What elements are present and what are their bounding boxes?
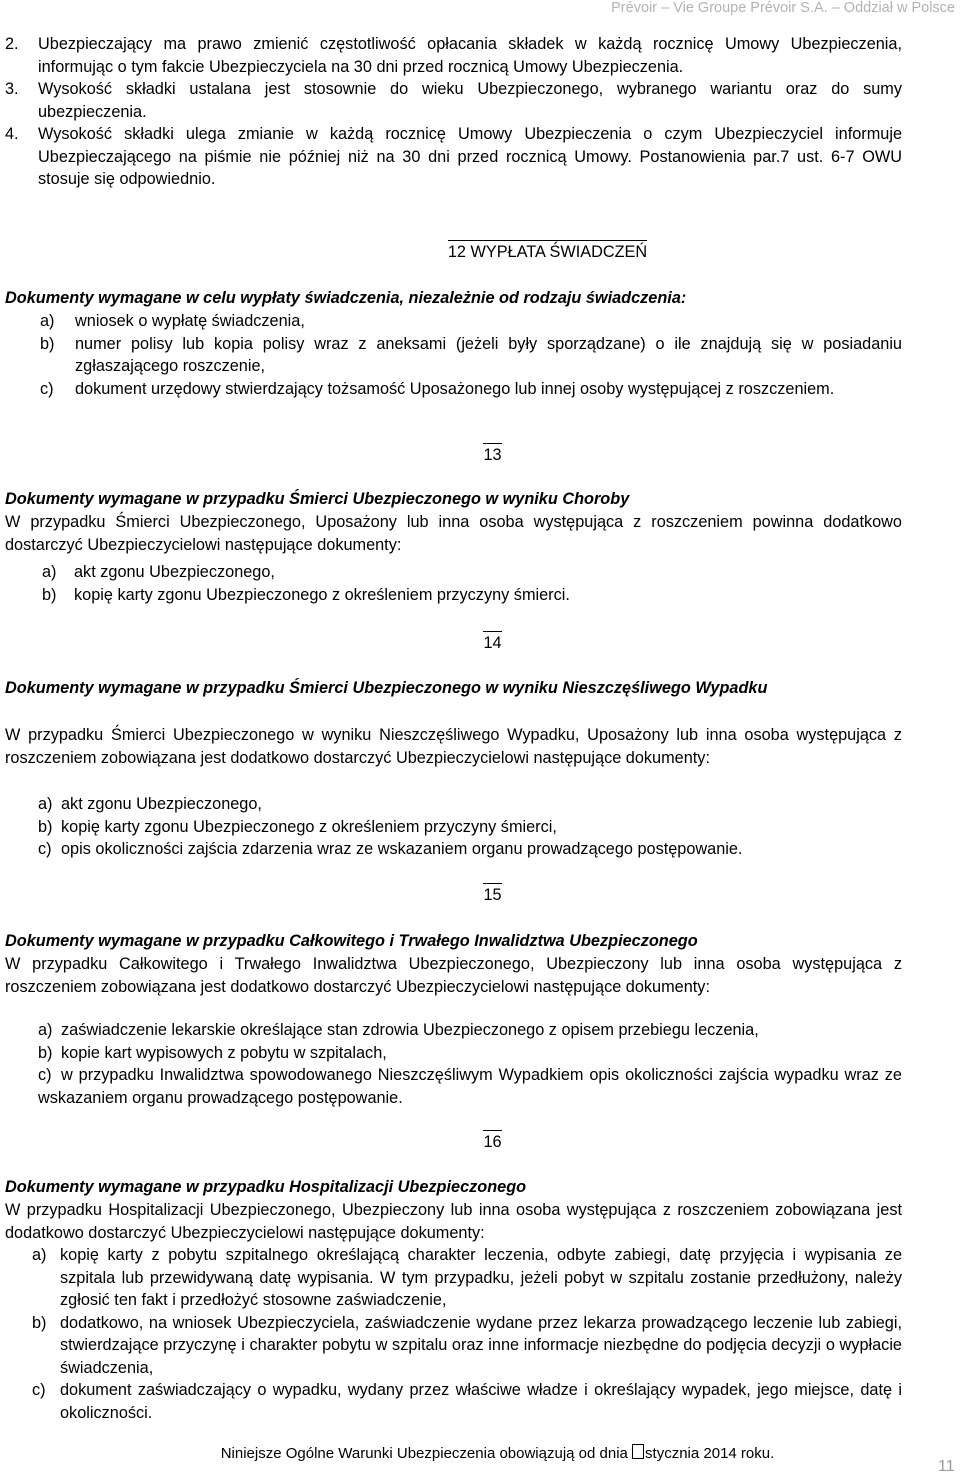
item-number: 3. — [5, 80, 19, 98]
item-label: b) — [40, 334, 55, 353]
missing-glyph-box-icon — [632, 1444, 644, 1459]
item-text: Ubezpieczający ma prawo zmienić częstotliwość opłacania składek w każdą rocznicę Umowy Ubezpieczenia, informując o tym fakcie Ubezpieczyciela na 30 dni przed rocznicą Umowy Ubezpieczenia. — [38, 35, 902, 76]
item-number: 2. — [5, 35, 19, 53]
list-item — [38, 793, 902, 816]
section-13-title: Dokumenty wymagane w przypadku Śmierci Ubezpieczonego w wyniku Choroby — [5, 490, 630, 508]
section-14-title: Dokumenty wymagane w przypadku Śmierci Ubezpieczonego w wyniku Nieszczęśliwego Wypadku — [5, 679, 768, 697]
list-item — [38, 838, 902, 861]
item-label: c) — [38, 1066, 52, 1084]
list-item — [32, 1379, 902, 1424]
section-12-heading — [0, 241, 960, 264]
item-text: zaświadczenie lekarskie określające stan zdrowia Ubezpieczonego z opisem przebiegu leczenia, — [61, 1021, 759, 1039]
section-16-list — [32, 1244, 902, 1424]
list-item — [40, 310, 902, 333]
section-15-intro: W przypadku Całkowitego i Trwałego Inwalidztwa Ubezpieczonego, Ubezpieczony lub inna osoba występująca z roszczeniem zobowiązana jest dodatkowo dostarczyć Ubezpieczycielowi następujące dokumenty: — [5, 955, 902, 996]
item-label: a) — [40, 312, 55, 330]
item-label: b) — [38, 1043, 53, 1062]
section-16-heading — [0, 1131, 960, 1154]
page-number: 11 — [938, 1458, 955, 1475]
item-text: akt zgonu Ubezpieczonego, — [74, 563, 275, 581]
item-text: kopię karty zgonu Ubezpieczonego z określeniem przyczyny śmierci. — [74, 585, 570, 604]
item-text: opis okoliczności zajścia zdarzenia wraz ze wskazaniem organu prowadzącego postępowanie. — [61, 840, 743, 858]
section-14-intro: W przypadku Śmierci Ubezpieczonego w wyniku Nieszczęśliwego Wypadku, Uposażony lub inna osoba występująca z roszczeniem zobowiązana jest dodatkowo dostarczyć Ubezpieczycielowi następujące dokumenty: — [5, 726, 902, 767]
item-label: b) — [32, 1313, 47, 1332]
list-item — [38, 1019, 902, 1042]
list-item — [42, 584, 902, 607]
section-13-intro: W przypadku Śmierci Ubezpieczonego, Uposażony lub inna osoba występująca z roszczeniem powinna dodatkowo dostarczyć Ubezpieczycielowi następujące dokumenty: — [5, 513, 902, 554]
list-item — [42, 561, 902, 584]
section-15-heading — [0, 884, 960, 907]
list-item — [5, 123, 902, 191]
item-label: a) — [38, 1021, 53, 1039]
section-16-intro: W przypadku Hospitalizacji Ubezpieczonego, Ubezpieczony lub inna osoba występująca z roszczeniem zobowiązana jest dodatkowo dostarczyć Ubezpieczycielowi następujące dokumenty: — [5, 1201, 902, 1242]
list-item — [40, 333, 902, 378]
item-text: wniosek o wypłatę świadczenia, — [75, 312, 305, 330]
footer-text-after: stycznia 2014 roku. — [645, 1445, 775, 1462]
section-15-list — [38, 1019, 902, 1109]
section-16-heading-text: 16 — [483, 1130, 501, 1151]
list-item — [5, 78, 902, 123]
item-label: a) — [42, 563, 57, 581]
footer-text-before: Niniejsze Ogólne Warunki Ubezpieczenia obowiązują od dnia — [220, 1445, 633, 1462]
list-item — [32, 1244, 902, 1312]
section-14-list — [38, 793, 902, 861]
page-footer — [0, 1443, 960, 1466]
item-text: numer polisy lub kopia polisy wraz z aneksami (jeżeli były sporządzane) o ile znajdują się w posiadaniu zgłaszającego roszczenie, — [75, 334, 902, 375]
item-text: dokument zaświadczający o wypadku, wydany przez właściwe władze i określający wypadek, jego miejsce, datę i okoliczności. — [60, 1381, 902, 1422]
list-item — [40, 378, 902, 401]
section-15-title: Dokumenty wymagane w przypadku Całkowitego i Trwałego Inwalidztwa Ubezpieczonego — [5, 932, 698, 950]
item-text: akt zgonu Ubezpieczonego, — [61, 795, 262, 813]
item-text: kopię karty zgonu Ubezpieczonego z określeniem przyczyny śmierci, — [61, 817, 557, 836]
list-item — [38, 816, 902, 839]
top-numbered-list — [5, 33, 902, 191]
list-item — [5, 33, 902, 78]
page-header: Prévoir – Vie Groupe Prévoir S.A. – Oddział w Polsce — [611, 0, 955, 16]
item-text: kopię karty z pobytu szpitalnego określającą charakter leczenia, odbyte zabiegi, datę przyjęcia i wypisania ze szpitala lub przewidywaną datę wypisania. W tym przypadku, jeżeli pobyt w szpitalu zostanie przedłużony, należy zgłosić ten fakt i przedłożyć stosowne zaświadczenie, — [60, 1246, 902, 1309]
item-text: Wysokość składki ulega zmianie w każdą rocznicę Umowy Ubezpieczenia o czym Ubezpieczyciel informuje Ubezpieczającego na piśmie nie później niż na 30 dni przed rocznicą Umowy. Postanowienia par.7 ust. 6-7 OWU stosuje się odpowiednio. — [38, 125, 902, 188]
section-15-heading-text: 15 — [483, 883, 501, 904]
list-item — [38, 1064, 902, 1109]
item-text: kopie kart wypisowych z pobytu w szpitalach, — [61, 1043, 387, 1062]
item-text: dodatkowo, na wniosek Ubezpieczyciela, zaświadczenie wydane przez lekarza prowadzącego leczenie lub zabiegi, stwierdzające przyczynę i charakter pobytu w szpitalu oraz inne informacje niezbędne do podjęcia decyzji o wypłacie świadczenia, — [60, 1313, 902, 1377]
section-12-list — [40, 310, 902, 400]
item-text: w przypadku Inwalidztwa spowodowanego Nieszczęśliwym Wypadkiem opis okoliczności zajścia wypadku wraz ze wskazaniem organu prowadzącego postępowanie. — [38, 1066, 902, 1107]
list-item — [32, 1312, 902, 1380]
item-label: c) — [40, 379, 54, 398]
item-label: c) — [38, 840, 52, 858]
section-12-title: Dokumenty wymagane w celu wypłaty świadczenia, niezależnie od rodzaju świadczenia: — [5, 289, 687, 307]
item-number: 4. — [5, 125, 19, 143]
item-text: dokument urzędowy stwierdzający tożsamość Uposażonego lub innej osoby występującej z roszczeniem. — [75, 379, 835, 398]
section-13-heading-text: 13 — [483, 443, 501, 464]
section-14-heading-text: 14 — [483, 631, 501, 652]
item-label: b) — [38, 817, 53, 836]
item-label: a) — [32, 1246, 47, 1264]
section-12-heading-text: 12 WYPŁATA ŚWIADCZEŃ — [448, 240, 647, 261]
item-label: c) — [32, 1381, 46, 1399]
item-text: Wysokość składki ustalana jest stosownie do wieku Ubezpieczonego, wybranego wariantu oraz do sumy ubezpieczenia. — [38, 80, 902, 121]
item-label: b) — [42, 585, 57, 604]
section-13-list — [42, 561, 902, 606]
list-item — [38, 1042, 902, 1065]
section-14-heading — [0, 632, 960, 655]
section-13-heading — [0, 444, 960, 467]
section-16-title: Dokumenty wymagane w przypadku Hospitalizacji Ubezpieczonego — [5, 1178, 527, 1196]
item-label: a) — [38, 795, 53, 813]
